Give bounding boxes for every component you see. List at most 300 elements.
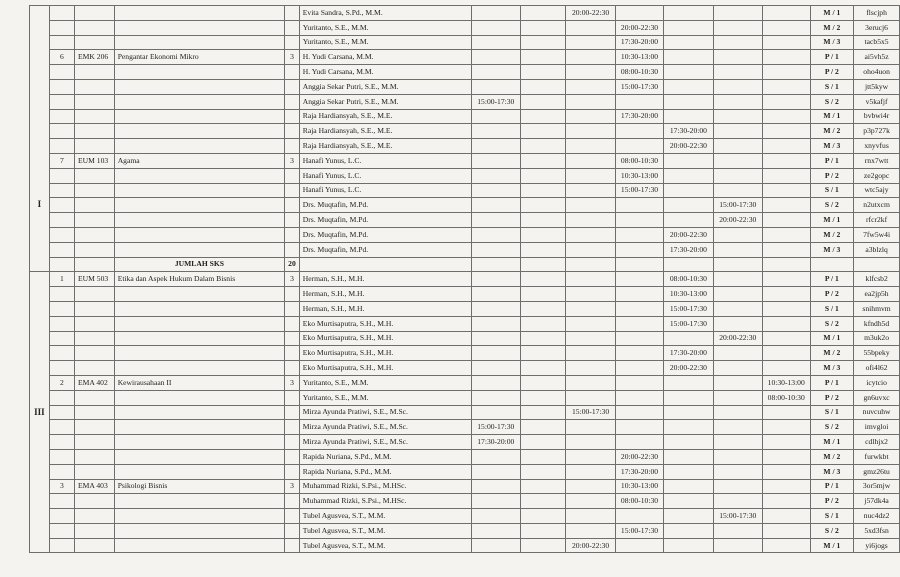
table-row (30, 390, 900, 405)
time-cell (520, 494, 565, 509)
table-row (30, 538, 900, 553)
sks-cell (285, 242, 300, 257)
time-cell (664, 6, 713, 21)
token-cell: xnyvfus (854, 139, 900, 154)
class-cell: M / 2 (810, 20, 854, 35)
time-cell: 08:00-10:30 (615, 65, 663, 80)
time-cell (713, 35, 762, 50)
time-cell (762, 405, 810, 420)
time-cell (762, 331, 810, 346)
table-row (30, 242, 900, 257)
code-cell (75, 124, 115, 139)
time-cell (471, 227, 520, 242)
class-cell: M / 3 (810, 139, 854, 154)
time-cell (520, 257, 565, 272)
time-cell (471, 242, 520, 257)
time-cell (520, 538, 565, 553)
time-cell (615, 213, 663, 228)
time-cell (713, 361, 762, 376)
class-cell: P / 2 (810, 494, 854, 509)
time-cell (762, 213, 810, 228)
time-cell (664, 65, 713, 80)
table-row (30, 183, 900, 198)
time-cell (520, 65, 565, 80)
no-cell (49, 287, 74, 302)
time-cell (762, 139, 810, 154)
sks-cell (285, 523, 300, 538)
lecturer-cell: Muhammad Rizki, S.Psi., M.HSc. (299, 479, 471, 494)
time-cell (762, 435, 810, 450)
time-cell (713, 538, 762, 553)
time-cell (615, 375, 663, 390)
sks-cell (285, 435, 300, 450)
time-cell: 15:00-17:30 (471, 94, 520, 109)
time-cell (713, 420, 762, 435)
token-cell: a3blzlq (854, 242, 900, 257)
lecturer-cell: Hanafi Yunus, L.C. (299, 183, 471, 198)
token-cell: gmz26tu (854, 464, 900, 479)
time-cell (713, 242, 762, 257)
sks-cell (285, 168, 300, 183)
class-cell: M / 1 (810, 6, 854, 21)
token-cell: furwkbt (854, 449, 900, 464)
code-cell (75, 464, 115, 479)
time-cell (615, 538, 663, 553)
time-cell (566, 153, 615, 168)
time-cell (713, 375, 762, 390)
time-cell (520, 35, 565, 50)
no-cell (49, 523, 74, 538)
token-cell: nuvcuhw (854, 405, 900, 420)
time-cell (471, 361, 520, 376)
semester-cell: I (30, 6, 50, 272)
code-cell (75, 227, 115, 242)
sks-cell (285, 287, 300, 302)
class-cell: M / 3 (810, 242, 854, 257)
lecturer-cell: Herman, S.H., M.H. (299, 301, 471, 316)
class-cell: M / 1 (810, 109, 854, 124)
time-cell (520, 183, 565, 198)
sks-cell (285, 494, 300, 509)
time-cell (566, 109, 615, 124)
sks-cell (285, 124, 300, 139)
class-cell: P / 1 (810, 50, 854, 65)
time-cell (471, 390, 520, 405)
time-cell (713, 227, 762, 242)
token-cell: nuc4dz2 (854, 509, 900, 524)
time-cell (762, 301, 810, 316)
time-cell: 20:00-22:30 (664, 361, 713, 376)
time-cell: 15:00-17:30 (615, 523, 663, 538)
sks-cell (285, 449, 300, 464)
time-cell (520, 375, 565, 390)
class-cell: M / 2 (810, 449, 854, 464)
no-cell (49, 361, 74, 376)
time-cell (615, 6, 663, 21)
time-cell (664, 479, 713, 494)
code-cell (75, 257, 115, 272)
time-cell (566, 35, 615, 50)
no-cell (49, 390, 74, 405)
sks-cell: 3 (285, 375, 300, 390)
time-cell (471, 494, 520, 509)
sks-cell (285, 198, 300, 213)
time-cell: 08:00-10:30 (615, 494, 663, 509)
code-cell (75, 79, 115, 94)
time-cell (615, 390, 663, 405)
time-cell (762, 449, 810, 464)
token-cell: tacb5x5 (854, 35, 900, 50)
time-cell (615, 242, 663, 257)
time-cell (664, 94, 713, 109)
time-cell (713, 124, 762, 139)
time-cell (566, 464, 615, 479)
no-cell (49, 464, 74, 479)
table-row (30, 405, 900, 420)
no-cell: 2 (49, 375, 74, 390)
class-cell: M / 3 (810, 464, 854, 479)
sks-cell (285, 420, 300, 435)
no-cell (49, 198, 74, 213)
time-cell (762, 35, 810, 50)
sks-cell (285, 316, 300, 331)
sks-cell (285, 94, 300, 109)
token-cell: snihmvm (854, 301, 900, 316)
course-cell (114, 361, 284, 376)
time-cell (664, 405, 713, 420)
time-cell (566, 198, 615, 213)
course-cell (114, 6, 284, 21)
sks-cell (285, 301, 300, 316)
lecturer-cell: Tubel Agusvea, S.T., M.M. (299, 509, 471, 524)
time-cell (615, 405, 663, 420)
no-cell (49, 109, 74, 124)
token-cell: wtc5ajy (854, 183, 900, 198)
code-cell (75, 198, 115, 213)
time-cell (762, 287, 810, 302)
token-cell: 5xd3fsn (854, 523, 900, 538)
time-cell (762, 153, 810, 168)
time-cell (566, 183, 615, 198)
time-cell (615, 124, 663, 139)
course-cell (114, 494, 284, 509)
code-cell (75, 390, 115, 405)
time-cell (615, 316, 663, 331)
no-cell (49, 79, 74, 94)
time-cell (762, 272, 810, 287)
class-cell (810, 257, 854, 272)
no-cell (49, 6, 74, 21)
class-cell: S / 2 (810, 316, 854, 331)
time-cell (762, 20, 810, 35)
token-cell: bvbwi4r (854, 109, 900, 124)
no-cell (49, 405, 74, 420)
time-cell (713, 301, 762, 316)
table-row (30, 94, 900, 109)
time-cell (566, 124, 615, 139)
time-cell (471, 139, 520, 154)
sks-cell (285, 509, 300, 524)
time-cell (762, 168, 810, 183)
course-cell (114, 538, 284, 553)
time-cell (664, 20, 713, 35)
lecturer-cell: Raja Hardiansyah, S.E., M.E. (299, 124, 471, 139)
no-cell (49, 139, 74, 154)
time-cell (566, 287, 615, 302)
time-cell (471, 65, 520, 80)
course-cell (114, 35, 284, 50)
time-cell (615, 331, 663, 346)
time-cell (762, 183, 810, 198)
time-cell (664, 449, 713, 464)
code-cell (75, 65, 115, 80)
time-cell (713, 316, 762, 331)
time-cell: 10:30-13:00 (664, 287, 713, 302)
lecturer-cell: Anggia Sekar Putri, S.E., M.M. (299, 79, 471, 94)
course-cell (114, 109, 284, 124)
time-cell (664, 168, 713, 183)
lecturer-cell: Tubel Agusvea, S.T., M.M. (299, 523, 471, 538)
token-cell: 3erucj6 (854, 20, 900, 35)
table-row (30, 449, 900, 464)
time-cell (615, 301, 663, 316)
course-cell (114, 523, 284, 538)
time-cell (762, 523, 810, 538)
sks-cell (285, 6, 300, 21)
time-cell (471, 464, 520, 479)
sks-cell (285, 139, 300, 154)
table-row (30, 523, 900, 538)
no-cell (49, 65, 74, 80)
time-cell (762, 361, 810, 376)
sks-cell: 3 (285, 479, 300, 494)
sks-cell (285, 227, 300, 242)
code-cell (75, 242, 115, 257)
time-cell (566, 227, 615, 242)
time-cell: 08:00-10:30 (664, 272, 713, 287)
time-cell (713, 479, 762, 494)
class-cell: P / 2 (810, 168, 854, 183)
token-cell: ea2jp5h (854, 287, 900, 302)
class-cell: S / 2 (810, 94, 854, 109)
code-cell (75, 287, 115, 302)
course-cell (114, 20, 284, 35)
time-cell (566, 375, 615, 390)
code-cell (75, 6, 115, 21)
code-cell (75, 183, 115, 198)
sks-cell (285, 538, 300, 553)
time-cell (471, 301, 520, 316)
time-cell (664, 213, 713, 228)
time-cell (520, 272, 565, 287)
sks-cell (285, 65, 300, 80)
lecturer-cell: Muhammad Rizki, S.Psi., M.HSc. (299, 494, 471, 509)
time-cell (566, 272, 615, 287)
course-cell (114, 79, 284, 94)
time-cell (664, 198, 713, 213)
token-cell: cdlhjx2 (854, 435, 900, 450)
table-row (30, 50, 900, 65)
no-cell (49, 301, 74, 316)
table-row (30, 420, 900, 435)
time-cell (520, 301, 565, 316)
sks-cell (285, 109, 300, 124)
time-cell: 20:00-22:30 (615, 449, 663, 464)
course-cell (114, 390, 284, 405)
time-cell (664, 509, 713, 524)
token-cell: ze2gopc (854, 168, 900, 183)
time-cell (520, 287, 565, 302)
time-cell: 17:30-20:00 (615, 464, 663, 479)
class-cell: M / 1 (810, 213, 854, 228)
code-cell (75, 420, 115, 435)
time-cell (566, 257, 615, 272)
time-cell (664, 523, 713, 538)
time-cell: 15:00-17:30 (664, 316, 713, 331)
time-cell (471, 79, 520, 94)
table-row (30, 109, 900, 124)
time-cell (520, 79, 565, 94)
total-label: JUMLAH SKS (114, 257, 284, 272)
time-cell: 20:00-22:30 (664, 139, 713, 154)
time-cell (471, 272, 520, 287)
schedule-table (29, 5, 900, 553)
table-row (30, 168, 900, 183)
time-cell (762, 79, 810, 94)
lecturer-cell: Eko Murtisaputra, S.H., M.H. (299, 331, 471, 346)
lecturer-cell: Drs. Muqtafin, M.Pd. (299, 198, 471, 213)
time-cell (713, 139, 762, 154)
time-cell (520, 124, 565, 139)
time-cell (713, 94, 762, 109)
time-cell: 15:00-17:30 (664, 301, 713, 316)
time-cell (762, 494, 810, 509)
token-cell: jtt5kyw (854, 79, 900, 94)
time-cell: 08:00-10:30 (762, 390, 810, 405)
time-cell (566, 449, 615, 464)
course-cell (114, 435, 284, 450)
no-cell (49, 183, 74, 198)
course-cell: Pengantar Ekonomi Mikro (114, 50, 284, 65)
lecturer-cell: Yuritanto, S.E., M.M. (299, 390, 471, 405)
course-cell (114, 183, 284, 198)
time-cell (615, 139, 663, 154)
code-cell (75, 494, 115, 509)
table-row (30, 6, 900, 21)
table-row (30, 346, 900, 361)
table-row (30, 35, 900, 50)
no-cell (49, 494, 74, 509)
time-cell (762, 109, 810, 124)
time-cell (664, 183, 713, 198)
code-cell (75, 509, 115, 524)
total-row (30, 257, 900, 272)
code-cell (75, 94, 115, 109)
time-cell (615, 227, 663, 242)
time-cell (713, 65, 762, 80)
lecturer-cell: Raja Hardiansyah, S.E., M.E. (299, 139, 471, 154)
time-cell (471, 331, 520, 346)
time-cell (664, 435, 713, 450)
class-cell: M / 2 (810, 124, 854, 139)
no-cell (49, 316, 74, 331)
lecturer-cell: Yuritanto, S.E., M.M. (299, 20, 471, 35)
course-cell (114, 509, 284, 524)
time-cell: 20:00-22:30 (566, 538, 615, 553)
time-cell (762, 464, 810, 479)
time-cell: 15:00-17:30 (713, 198, 762, 213)
table-row (30, 272, 900, 287)
lecturer-cell: Mirza Ayunda Pratiwi, S.E., M.Sc. (299, 420, 471, 435)
time-cell (471, 257, 520, 272)
lecturer-cell: Mirza Ayunda Pratiwi, S.E., M.Sc. (299, 405, 471, 420)
time-cell (471, 124, 520, 139)
token-cell: gn6uvxc (854, 390, 900, 405)
lecturer-cell: Drs. Muqtafin, M.Pd. (299, 242, 471, 257)
token-cell: rnx7wtt (854, 153, 900, 168)
class-cell: M / 1 (810, 331, 854, 346)
time-cell (664, 50, 713, 65)
table-row (30, 331, 900, 346)
time-cell (566, 361, 615, 376)
token-cell: m3uk2o (854, 331, 900, 346)
time-cell (664, 538, 713, 553)
time-cell (471, 287, 520, 302)
lecturer-cell: Rapida Nuriana, S.Pd., M.M. (299, 449, 471, 464)
sks-cell (285, 390, 300, 405)
no-cell (49, 227, 74, 242)
class-cell: S / 1 (810, 301, 854, 316)
time-cell (471, 316, 520, 331)
no-cell (49, 346, 74, 361)
time-cell (664, 331, 713, 346)
lecturer-cell: Anggia Sekar Putri, S.E., M.M. (299, 94, 471, 109)
no-cell (49, 20, 74, 35)
time-cell (713, 257, 762, 272)
class-cell: S / 1 (810, 79, 854, 94)
code-cell (75, 346, 115, 361)
time-cell (520, 6, 565, 21)
sks-cell (285, 331, 300, 346)
time-cell (762, 509, 810, 524)
class-cell: S / 2 (810, 198, 854, 213)
time-cell (615, 420, 663, 435)
time-cell (615, 94, 663, 109)
lecturer-cell: Eko Murtisaputra, S.H., M.H. (299, 316, 471, 331)
time-cell (615, 509, 663, 524)
table-row (30, 435, 900, 450)
code-cell (75, 405, 115, 420)
token-cell (854, 257, 900, 272)
code-cell: EUM 503 (75, 272, 115, 287)
time-cell (471, 479, 520, 494)
token-cell: p3p727k (854, 124, 900, 139)
token-cell: rfcr2kf (854, 213, 900, 228)
time-cell (520, 435, 565, 450)
sks-cell (285, 79, 300, 94)
time-cell (471, 20, 520, 35)
no-cell (49, 538, 74, 553)
time-cell (762, 479, 810, 494)
time-cell (664, 153, 713, 168)
class-cell: P / 1 (810, 479, 854, 494)
time-cell: 10:30-13:00 (615, 50, 663, 65)
course-cell (114, 316, 284, 331)
course-cell: Kewirausahaan II (114, 375, 284, 390)
lecturer-cell (299, 257, 471, 272)
time-cell (471, 449, 520, 464)
sks-cell: 3 (285, 272, 300, 287)
